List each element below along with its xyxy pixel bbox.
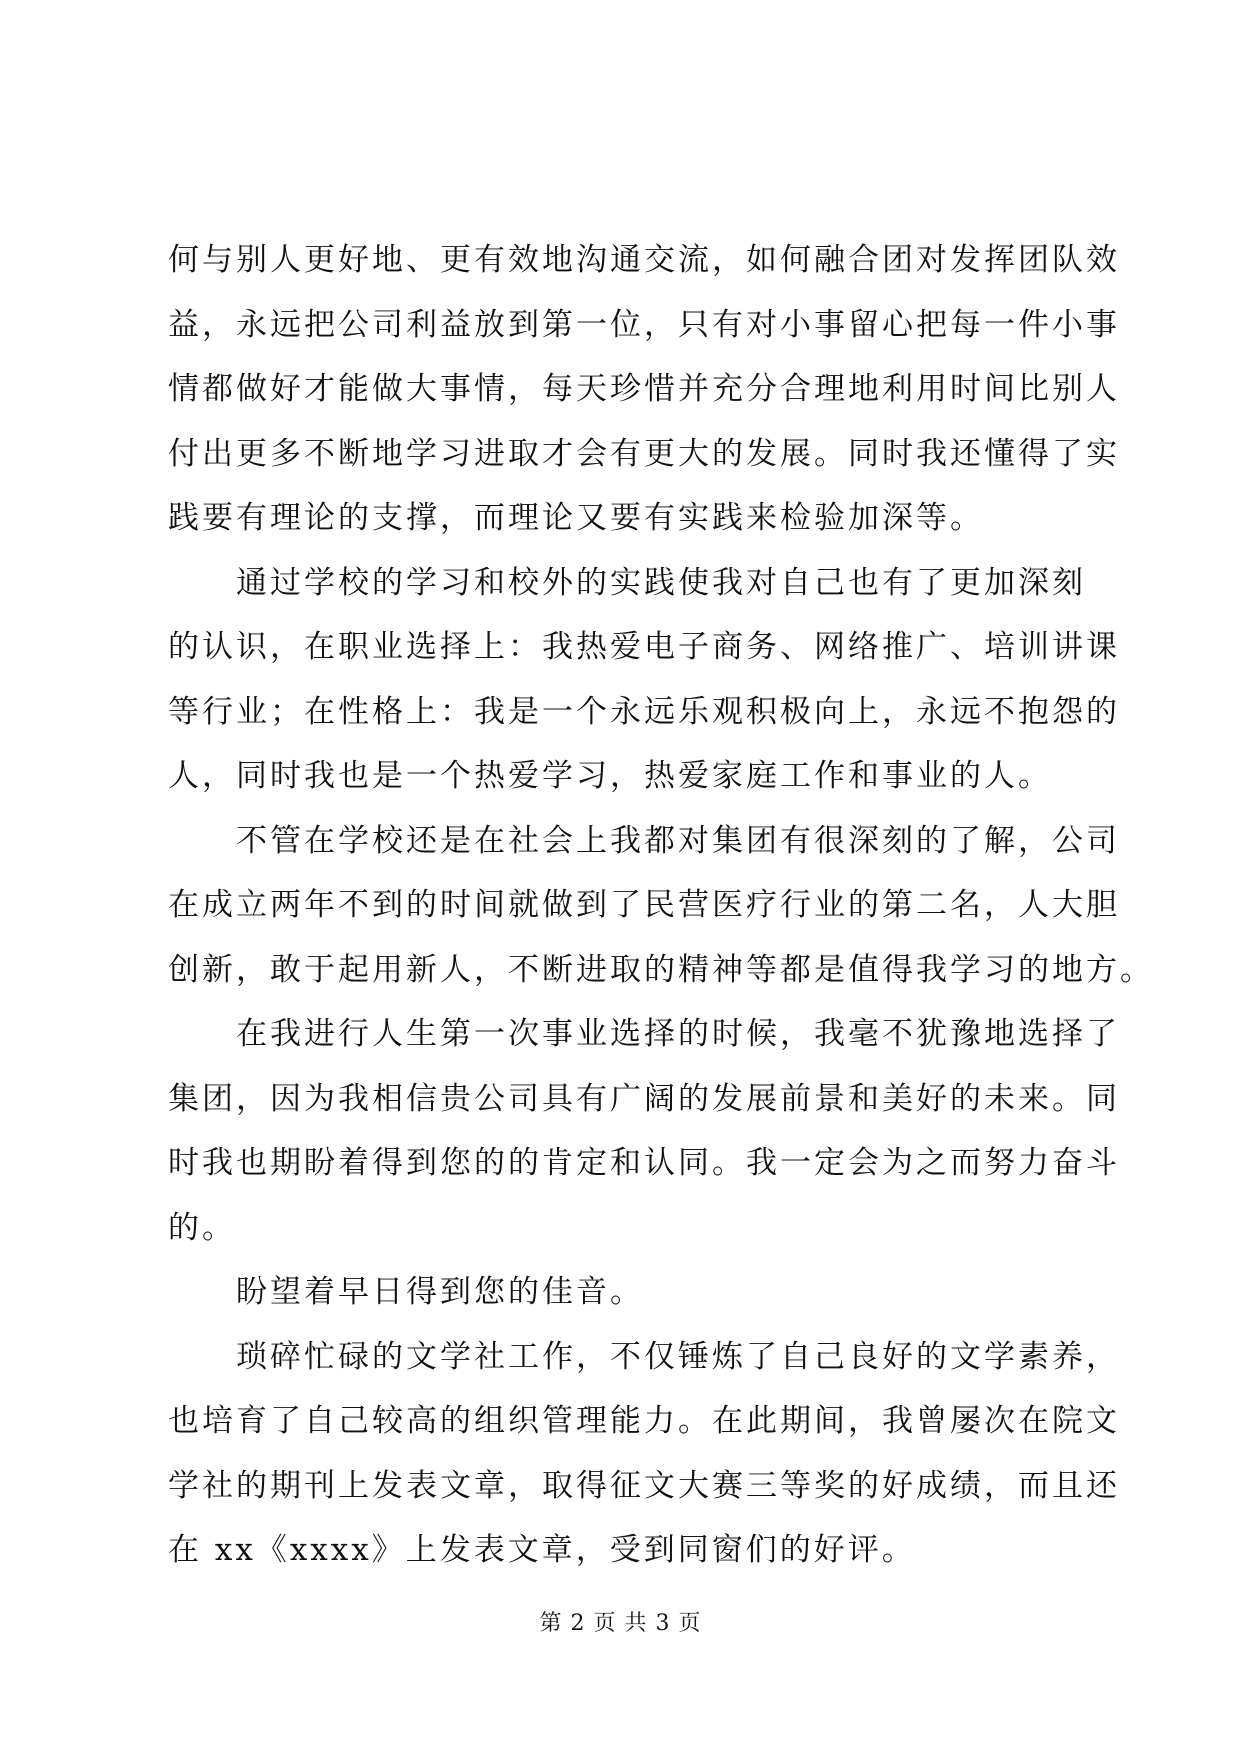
- text-line: 的认识，在职业选择上：我热爱电子商务、网络推广、培训讲课: [168, 629, 1120, 665]
- text-line: 何与别人更好地、更有效地沟通交流，如何融合团对发挥团队效: [168, 242, 1120, 278]
- text-line: 等行业；在性格上：我是一个永远乐观积极向上，永远不抱怨的: [168, 693, 1120, 730]
- text-line: 通过学校的学习和校外的实践使我对自己也有了更加深刻: [168, 564, 1086, 601]
- text-line: 在成立两年不到的时间就做到了民营医疗行业的第二名，人大胆: [168, 887, 1120, 923]
- text-line: 不管在学校还是在社会上我都对集团有很深刻的了解，公司: [168, 822, 1120, 859]
- text-line: 时我也期盼着得到您的的肯定和认同。我一定会为之而努力奋斗: [168, 1145, 1120, 1181]
- page-footer: 第 2 页 共 3 页: [539, 1611, 702, 1636]
- text-line: 创新，敢于起用新人，不断进取的精神等都是值得我学习的地方。: [168, 951, 1154, 988]
- text-line: 琐碎忙碌的文学社工作，不仅锤炼了自己良好的文学素养，: [168, 1338, 1120, 1375]
- text-line: 益，永远把公司利益放到第一位，只有对小事留心把每一件小事: [168, 306, 1120, 343]
- text-line: 情都做好才能做大事情，每天珍惜并充分合理地利用时间比别人: [168, 371, 1120, 407]
- text-line: 的。: [168, 1209, 236, 1246]
- text-line: 付出更多不断地学习进取才会有更大的发展。同时我还懂得了实: [168, 435, 1120, 472]
- body-text: [168, 228, 1154, 1583]
- text-line: 人，同时我也是一个热爱学习，热爱家庭工作和事业的人。: [168, 758, 1052, 794]
- text-line: 盼望着早日得到您的佳音。: [168, 1274, 644, 1310]
- text-line: 学社的期刊上发表文章，取得征文大赛三等奖的好成绩，而且还: [168, 1467, 1120, 1504]
- text-line: 也培育了自己较高的组织管理能力。在此期间，我曾屡次在院文: [168, 1403, 1120, 1439]
- text-line: 集团，因为我相信贵公司具有广阔的发展前景和美好的未来。同: [168, 1080, 1120, 1117]
- text-line: 在我进行人生第一次事业选择的时候，我毫不犹豫地选择了: [168, 1016, 1120, 1052]
- text-line: 在 xx《xxxx》上发表文章，受到同窗们的好评。: [168, 1532, 916, 1568]
- text-line: 践要有理论的支撑，而理论又要有实践来检验加深等。: [168, 500, 984, 536]
